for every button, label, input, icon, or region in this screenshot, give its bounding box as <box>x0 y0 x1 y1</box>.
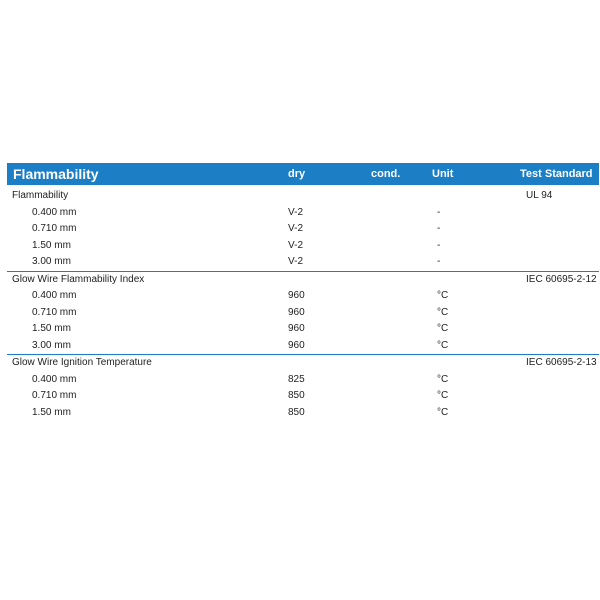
column-header-cond: cond. <box>371 168 401 180</box>
table-row <box>7 205 599 222</box>
row-unit: °C <box>437 339 449 351</box>
section-standard: UL 94 <box>526 190 553 201</box>
table-row <box>7 288 599 305</box>
section-glow-wire-ignition-temperature <box>7 354 599 421</box>
row-unit: °C <box>437 373 449 385</box>
row-dry-value: V-2 <box>288 223 304 234</box>
row-label: 1.50 mm <box>32 239 71 251</box>
table-row <box>7 372 599 389</box>
column-header-test-standard: Test Standard <box>520 168 593 180</box>
row-label: 0.400 mm <box>32 290 77 301</box>
row-label: 1.50 mm <box>32 406 71 418</box>
row-label: 0.400 mm <box>32 373 77 385</box>
section-heading-row <box>7 188 599 205</box>
section-heading-row <box>7 272 599 289</box>
row-unit: °C <box>437 306 449 318</box>
row-label: 3.00 mm <box>32 256 71 267</box>
table-title: Flammability <box>13 166 99 182</box>
row-label: 0.710 mm <box>32 390 77 401</box>
row-label: 0.710 mm <box>32 223 77 234</box>
table-header <box>7 163 599 185</box>
section-title: Glow Wire Ignition Temperature <box>12 357 152 368</box>
table-row <box>7 254 599 271</box>
table-row <box>7 305 599 322</box>
table-row <box>7 221 599 238</box>
section-title: Glow Wire Flammability Index <box>12 273 145 285</box>
table-row <box>7 338 599 355</box>
section-flammability <box>7 185 599 271</box>
row-dry-value: V-2 <box>288 256 304 267</box>
row-dry-value: 960 <box>288 290 305 301</box>
row-dry-value: 960 <box>288 339 305 351</box>
row-unit: - <box>437 206 441 218</box>
column-header-dry: dry <box>288 168 306 180</box>
table-row <box>7 238 599 255</box>
table-row <box>7 388 599 405</box>
column-header-unit: Unit <box>432 168 454 180</box>
table-row <box>7 321 599 338</box>
row-unit: - <box>437 256 441 267</box>
row-label: 0.400 mm <box>32 206 77 218</box>
row-dry-value: 960 <box>288 306 305 318</box>
row-unit: °C <box>437 323 449 334</box>
row-dry-value: 825 <box>288 373 305 385</box>
row-dry-value: 850 <box>288 406 305 418</box>
row-label: 3.00 mm <box>32 339 71 351</box>
row-unit: - <box>437 239 441 251</box>
row-dry-value: 850 <box>288 390 305 401</box>
section-title: Flammability <box>12 190 69 201</box>
row-unit: - <box>437 223 441 234</box>
row-unit: °C <box>437 406 449 418</box>
flammability-table <box>7 163 599 421</box>
row-dry-value: V-2 <box>288 239 304 251</box>
row-unit: °C <box>437 290 449 301</box>
row-dry-value: V-2 <box>288 206 304 218</box>
section-heading-row <box>7 355 599 372</box>
table-row <box>7 405 599 422</box>
section-standard: IEC 60695-2-12 <box>526 273 597 285</box>
row-label: 1.50 mm <box>32 323 71 334</box>
section-glow-wire-flammability-index <box>7 271 599 355</box>
row-dry-value: 960 <box>288 323 305 334</box>
row-unit: °C <box>437 390 449 401</box>
row-label: 0.710 mm <box>32 306 77 318</box>
section-standard: IEC 60695-2-13 <box>526 357 597 368</box>
